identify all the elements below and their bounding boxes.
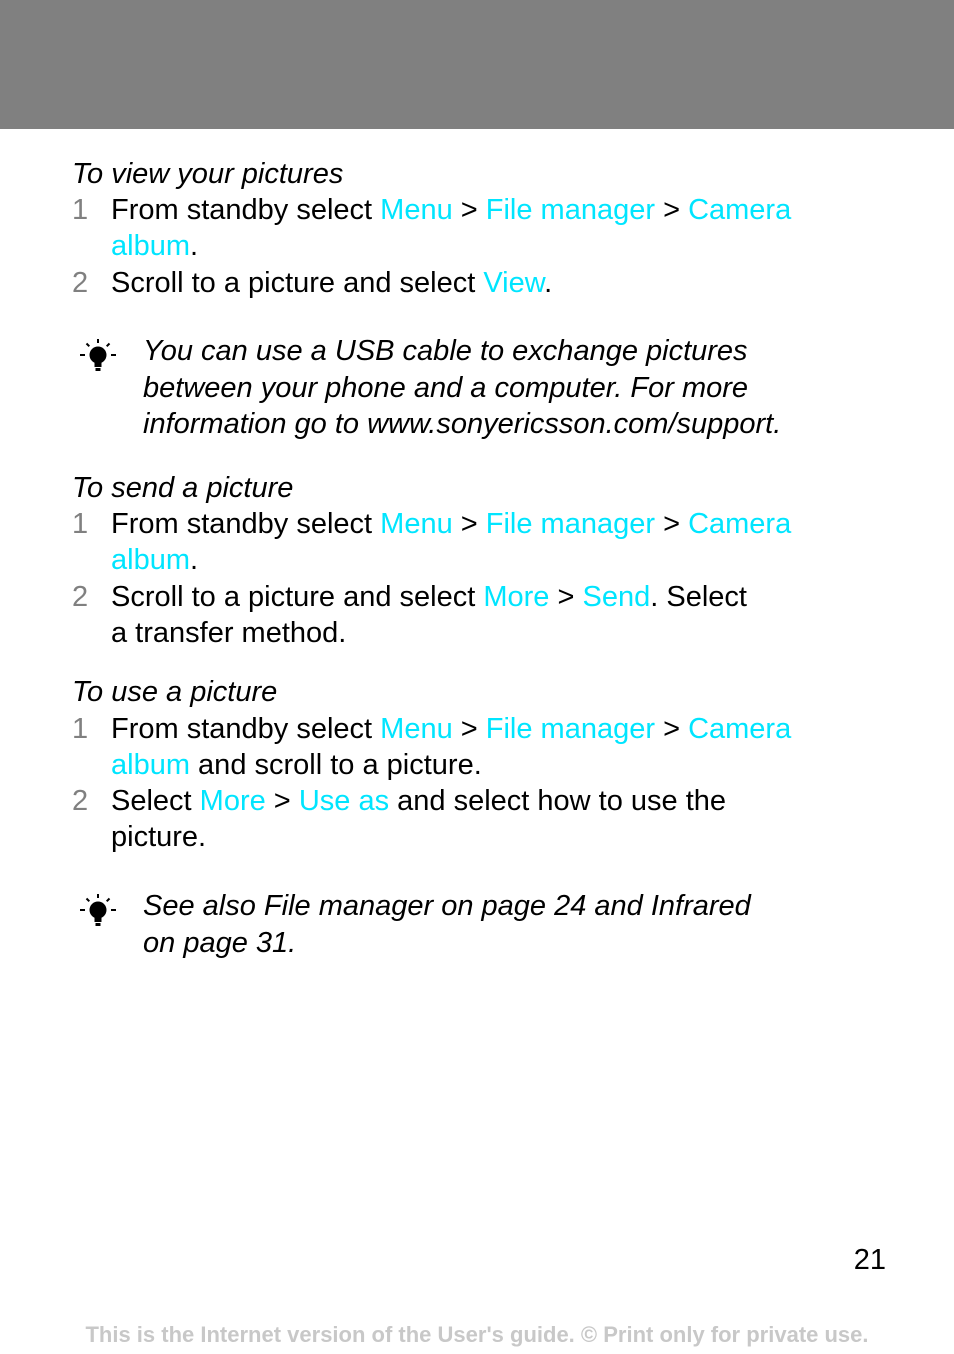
tip-line: on page 31.: [143, 926, 297, 959]
step-view-2: [72, 265, 902, 301]
tip-usb-cable: [78, 333, 898, 443]
menu-path-term: File manager: [485, 713, 656, 745]
footer-notice: This is the Internet version of the User's guide. © Print only for private use.: [85, 1322, 869, 1347]
tip-see-also: [78, 888, 898, 961]
step-text-segment: From standby select: [111, 713, 381, 745]
step-text-segment: and select how to use the: [389, 785, 727, 817]
page-number: 21: [853, 1244, 886, 1276]
menu-path-term: File manager: [485, 508, 656, 540]
step-text-segment: a transfer method.: [111, 617, 347, 649]
step-number: 1: [72, 713, 89, 745]
step-text: [111, 579, 902, 651]
step-text-segment: .: [190, 544, 199, 576]
step-text-segment: Scroll to a picture and select: [111, 267, 484, 299]
step-line: [111, 615, 902, 651]
step-line: [111, 711, 902, 747]
section-heading-view: To view your pictures: [72, 158, 344, 190]
step-use-1: [72, 711, 902, 783]
step-send-2: [72, 579, 902, 651]
menu-path-term: Menu: [380, 508, 453, 540]
step-text-segment: From standby select: [111, 508, 381, 540]
menu-path-term: More: [199, 785, 266, 817]
step-text-segment: Select: [111, 785, 200, 817]
menu-path-term: View: [483, 267, 545, 299]
step-text-segment: .: [190, 230, 199, 262]
menu-path-term: album: [111, 544, 190, 576]
step-line: [111, 265, 902, 301]
step-text-segment: >: [452, 194, 486, 226]
step-text-segment: From standby select: [111, 194, 381, 226]
step-text-segment: >: [655, 508, 689, 540]
menu-path-term: Use as: [298, 785, 390, 817]
menu-path-term: Send: [582, 581, 651, 613]
step-text-segment: Scroll to a picture and select: [111, 581, 484, 613]
tip-line: See also File manager on page 24 and Infrared: [143, 890, 751, 922]
menu-path-term: More: [483, 581, 550, 613]
step-line: [111, 819, 902, 855]
step-text-segment: picture.: [111, 821, 207, 853]
menu-path-term: Camera: [688, 713, 792, 745]
step-text-segment: >: [452, 508, 486, 540]
tip-text: [143, 333, 898, 443]
header-band: [0, 0, 954, 129]
step-line: [111, 192, 902, 228]
step-text: [111, 265, 902, 301]
section-heading-use: To use a picture: [72, 676, 278, 708]
lightbulb-icon: [78, 335, 118, 375]
step-text-segment: >: [265, 785, 299, 817]
step-text: [111, 783, 902, 855]
step-send-1: [72, 506, 902, 578]
step-text-segment: >: [452, 713, 486, 745]
step-use-2: [72, 783, 902, 855]
step-number: 1: [72, 194, 89, 226]
step-text-segment: . Select: [650, 581, 747, 613]
tip-line: between your phone and a computer. For more: [143, 371, 749, 404]
step-line: [111, 783, 902, 819]
menu-path-term: Menu: [380, 194, 453, 226]
tip-text: [143, 888, 898, 961]
tip-line: information go to www.sonyericsson.com/support.: [143, 408, 782, 440]
tip-line: You can use a USB cable to exchange pictures: [143, 335, 748, 367]
step-text-segment: >: [655, 713, 689, 745]
step-number: 1: [72, 508, 89, 540]
step-line: [111, 747, 902, 783]
step-line: [111, 506, 902, 542]
step-text: [111, 506, 902, 578]
menu-path-term: album: [111, 230, 190, 262]
step-text-segment: >: [655, 194, 689, 226]
step-text-segment: .: [544, 267, 553, 299]
step-text-segment: >: [549, 581, 583, 613]
step-text-segment: and scroll to a picture.: [190, 749, 482, 781]
step-line: [111, 228, 902, 264]
step-number: 2: [72, 267, 89, 299]
step-text: [111, 192, 902, 264]
lightbulb-icon: [78, 890, 118, 930]
step-number: 2: [72, 581, 89, 613]
menu-path-term: File manager: [485, 194, 656, 226]
step-line: [111, 542, 902, 578]
step-view-1: [72, 192, 902, 264]
section-heading-send: To send a picture: [72, 472, 294, 504]
step-number: 2: [72, 785, 89, 817]
step-line: [111, 579, 902, 615]
menu-path-term: Menu: [380, 713, 453, 745]
menu-path-term: album: [111, 749, 190, 781]
step-text: [111, 711, 902, 783]
menu-path-term: Camera: [688, 508, 792, 540]
menu-path-term: Camera: [688, 194, 792, 226]
